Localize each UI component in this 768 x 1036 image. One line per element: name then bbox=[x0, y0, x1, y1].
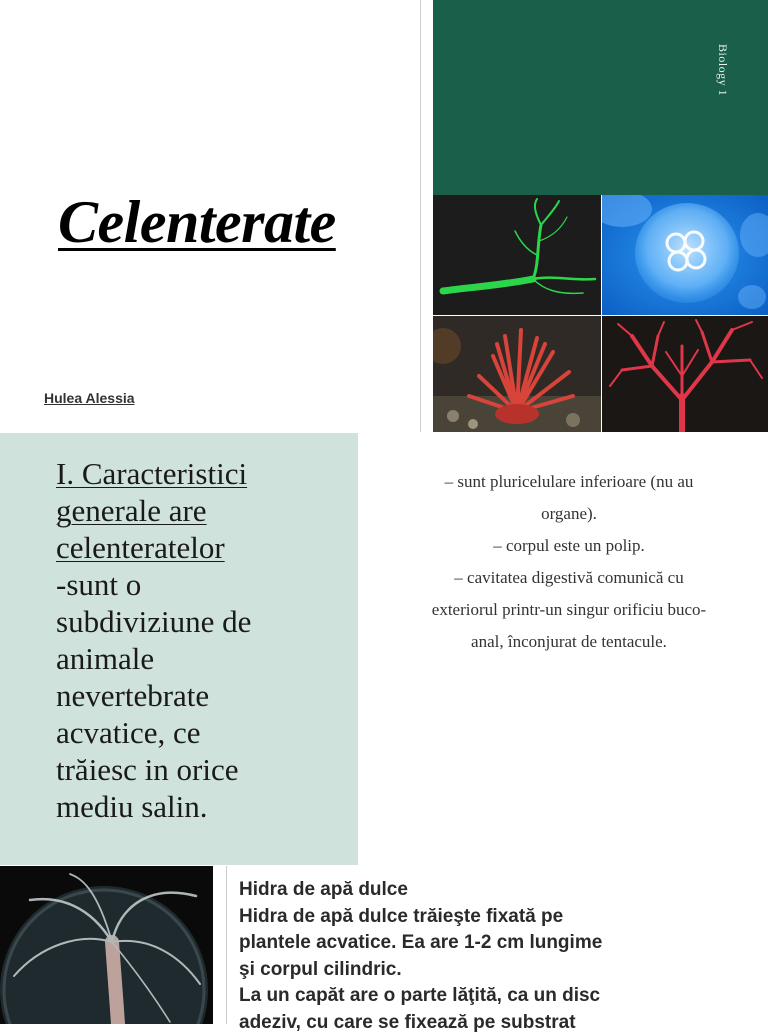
characteristics-heading-line: generale are bbox=[56, 492, 346, 529]
feature-line: – sunt pluricelulare inferioare (nu au bbox=[388, 466, 750, 498]
page-title: Celenterate bbox=[58, 188, 336, 257]
feature-line: – cavitatea digestivă comunică cu bbox=[388, 562, 750, 594]
hydra-line: Hidra de apă dulce trăieşte fixată pe bbox=[239, 904, 659, 931]
feature-line: exteriorul printr-un singur orificiu buco- bbox=[388, 594, 750, 626]
author-name: Hulea Alessia bbox=[44, 390, 135, 406]
feature-line: – corpul este un polip. bbox=[388, 530, 750, 562]
characteristics-body-line: -sunt o bbox=[56, 566, 346, 603]
characteristics-body-line: trăiesc in orice bbox=[56, 751, 346, 788]
vertical-divider bbox=[226, 866, 227, 1024]
hydra-microscope-photo bbox=[0, 866, 213, 1024]
red-coral-photo bbox=[602, 316, 768, 432]
side-label: Biology 1 bbox=[715, 44, 730, 96]
characteristics-heading-line: I. Caracteristici bbox=[56, 455, 346, 492]
hydra-line: Hidra de apă dulce bbox=[239, 877, 659, 904]
hydra-description bbox=[239, 877, 659, 1036]
feature-line: organe). bbox=[388, 498, 750, 530]
feature-line: anal, înconjurat de tentacule. bbox=[388, 626, 750, 658]
characteristics-body-line: nevertebrate bbox=[56, 677, 346, 714]
hydra-green-photo bbox=[433, 195, 601, 315]
characteristics-body-line: mediu salin. bbox=[56, 788, 346, 825]
hydra-line: plantele acvatice. Ea are 1-2 cm lungime bbox=[239, 930, 659, 957]
characteristics-body-line: subdiviziune de bbox=[56, 603, 346, 640]
characteristics-body-line: animale bbox=[56, 640, 346, 677]
characteristics-body-line: acvatice, ce bbox=[56, 714, 346, 751]
hydra-line: La un capăt are o parte lăţită, ca un disc bbox=[239, 983, 659, 1010]
features-list bbox=[388, 466, 750, 658]
characteristics-text bbox=[56, 455, 346, 825]
green-panel bbox=[433, 0, 768, 195]
hydra-line: şi corpul cilindric. bbox=[239, 957, 659, 984]
hydra-line: adeziv, cu care se fixează pe substrat bbox=[239, 1010, 659, 1036]
sea-anemone-photo bbox=[433, 316, 601, 432]
vertical-divider bbox=[420, 0, 421, 432]
characteristics-heading-line: celenteratelor bbox=[56, 529, 346, 566]
jellyfish-photo bbox=[602, 195, 768, 315]
